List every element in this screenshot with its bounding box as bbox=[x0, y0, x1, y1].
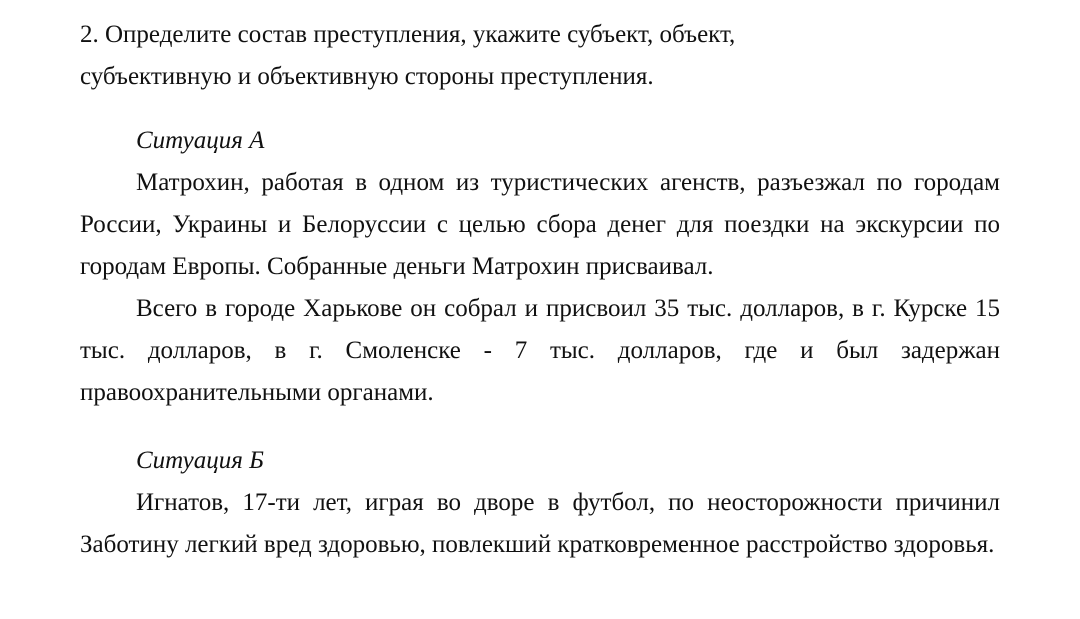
situation-b-paragraph-1: Игнатов, 17-ти лет, играя во дворе в футбол, по неосторожности причинил Заботину легкий вред здоровью, повлекший кратковременное расстройство здоровья. bbox=[80, 489, 1000, 558]
situation-b-heading: Ситуация Б bbox=[136, 447, 264, 474]
situation-a-heading: Ситуация А bbox=[136, 127, 265, 154]
task-text-line-2: субъективную и объективную стороны преступления. bbox=[80, 63, 654, 90]
situation-a-paragraph-1: Матрохин, работая в одном из туристических агенств, разъезжал по городам России, Украины и Белоруссии с целью сбора денег для поездки на экскурсии по городам Европы. Собранные деньги Матрохин присваивал. bbox=[80, 169, 1000, 280]
task-text-line-1: 2. Определите состав преступления, укажите субъект, объект, bbox=[80, 21, 736, 48]
situation-a-paragraph-2: Всего в городе Харькове он собрал и присвоил 35 тыс. долларов, в г. Курске 15 тыс. долларов, в г. Смоленске - 7 тыс. долларов, где и был задержан правоохранительными органами. bbox=[80, 295, 1000, 406]
